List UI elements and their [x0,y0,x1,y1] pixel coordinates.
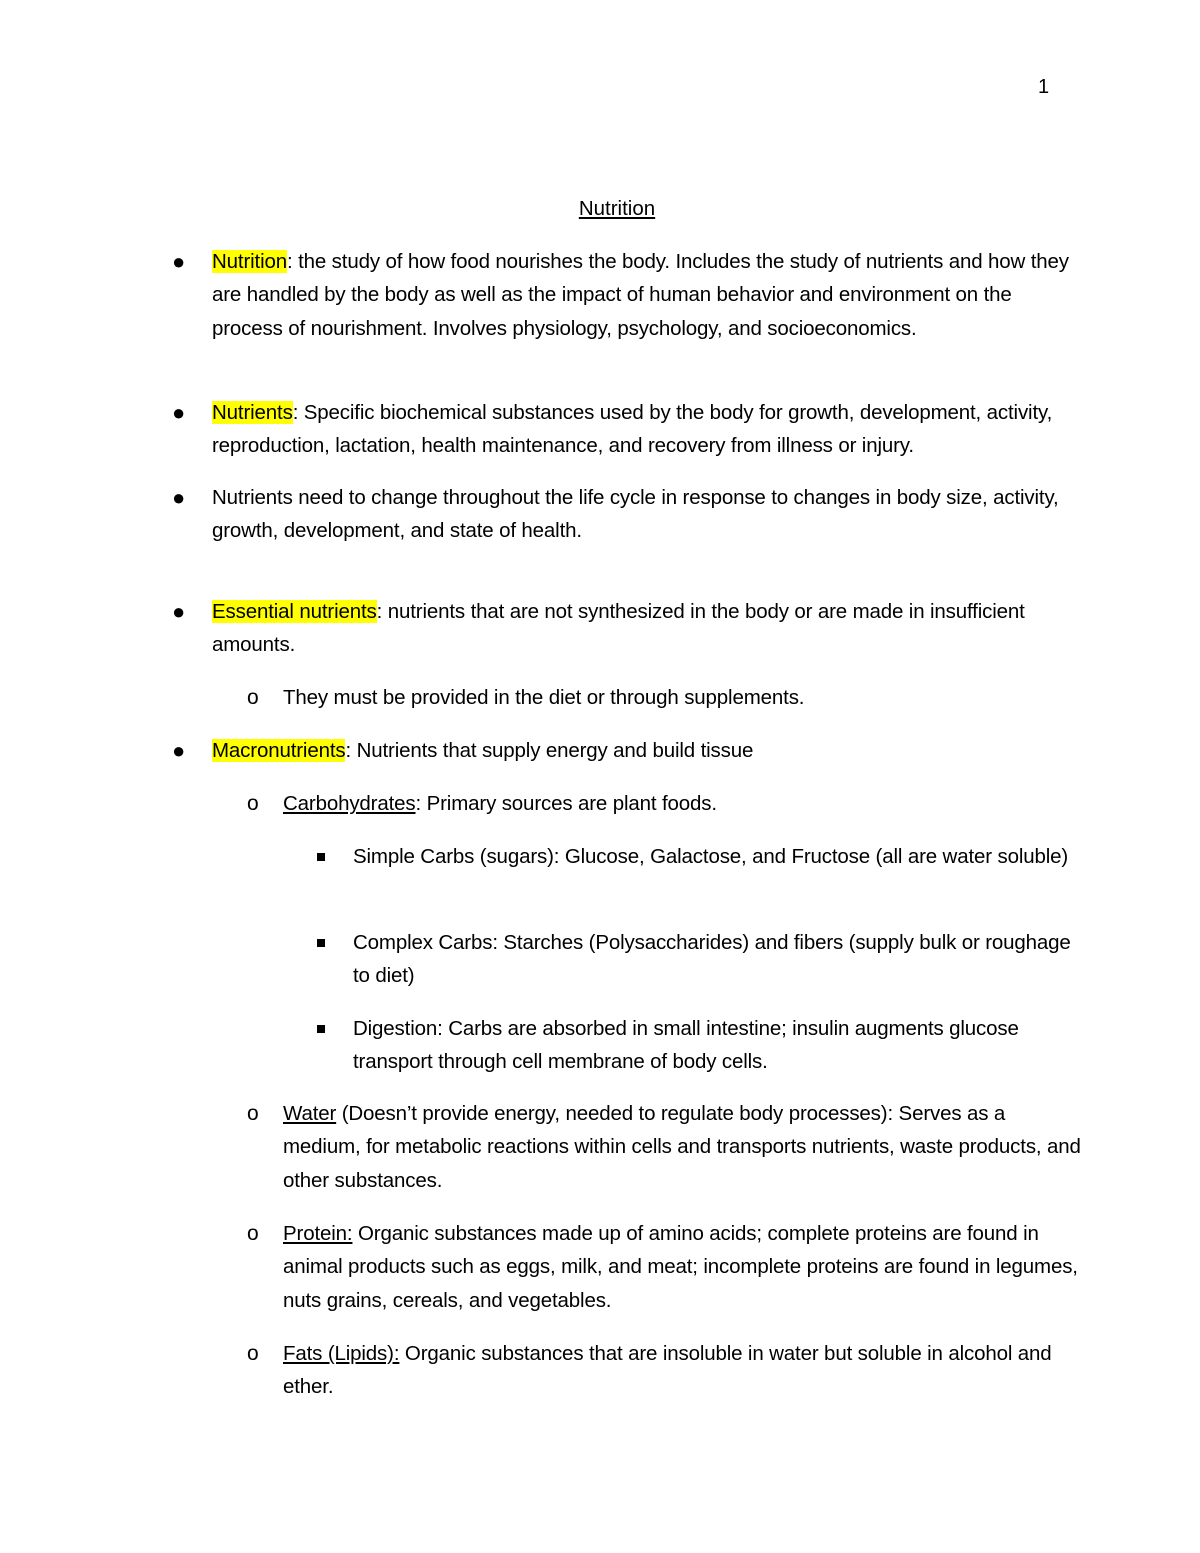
item-text: Nutrients need to change throughout the life cycle in response to changes in body size, activity, growth, development, and state of health. [212,486,1059,543]
sub-bullet-item [247,681,1083,714]
square-bullet-icon [317,939,325,947]
underlined-term: Carbohydrates [283,792,416,815]
sub-bullet-item [247,787,1083,820]
sub-sub-bullet-item [353,1012,1093,1079]
bullet-item [172,396,1072,463]
circle-bullet-icon: o [247,1102,259,1125]
item-text: Complex Carbs: Starches (Polysaccharides) and fibers (supply bulk or roughage to diet) [353,931,1071,988]
underlined-term: Fats (Lipids): [283,1342,400,1365]
item-text: : Specific biochemical substances used by the body for growth, development, activity, reproduction, lactation, health maintenance, and recovery from illness or injury. [212,401,1053,458]
highlighted-term: Macronutrients [212,739,346,762]
highlighted-term: Nutrients [212,401,293,424]
item-text: Organic substances made up of amino acids; complete proteins are found in animal products such as eggs, milk, and meat; incomplete proteins are found in legumes, nuts grains, cereals, and vegetables. [283,1222,1078,1312]
sub-sub-bullet-item [353,840,1073,873]
item-text: Simple Carbs (sugars): Glucose, Galactose, and Fructose (all are water soluble) [353,845,1069,868]
item-text: : Primary sources are plant foods. [415,792,717,815]
sub-sub-bullet-item [353,926,1073,993]
sub-bullet-item [247,1217,1083,1317]
bullet-item [172,595,1072,662]
square-bullet-icon [317,853,325,861]
underlined-term: Protein: [283,1222,353,1245]
bullet-icon: ● [172,249,186,274]
item-text: They must be provided in the diet or through supplements. [283,686,805,709]
item-text: : the study of how food nourishes the body. Includes the study of nutrients and how they are handled by the body as well as the impact of human behavior and environment on the process of nourishment. Involves physiology, psychology, and socioeconomics. [212,250,1069,340]
circle-bullet-icon: o [247,792,259,815]
circle-bullet-icon: o [247,686,259,709]
document-title [0,194,1200,224]
page-number: 1 [1038,76,1050,98]
item-text: : nutrients that are not synthesized in the body or are made in insufficient amounts. [212,600,1025,657]
square-bullet-icon [317,1025,325,1033]
circle-bullet-icon: o [247,1342,259,1365]
highlighted-term: Essential nutrients [212,600,377,623]
bullet-item [172,481,1072,548]
sub-bullet-item [247,1097,1083,1197]
bullet-icon: ● [172,400,186,425]
circle-bullet-icon: o [247,1222,259,1245]
item-text: Organic substances that are insoluble in water but soluble in alcohol and ether. [283,1342,1052,1399]
sub-bullet-item [247,1337,1083,1404]
bullet-item [172,245,1072,345]
bullet-icon: ● [172,599,186,624]
document-title-text: Nutrition [578,197,656,220]
bullet-icon: ● [172,738,186,763]
underlined-term: Water [283,1102,337,1125]
highlighted-term: Nutrition [212,250,287,273]
item-text: : Nutrients that supply energy and build tissue [345,739,754,762]
item-text: Digestion: Carbs are absorbed in small intestine; insulin augments glucose transport through cell membrane of body cells. [353,1017,1019,1074]
bullet-item [172,734,1072,767]
bullet-icon: ● [172,485,186,510]
item-text: (Doesn’t provide energy, needed to regulate body processes): Serves as a medium, for metabolic reactions within cells and transports nutrients, waste products, and other substances. [283,1102,1081,1192]
